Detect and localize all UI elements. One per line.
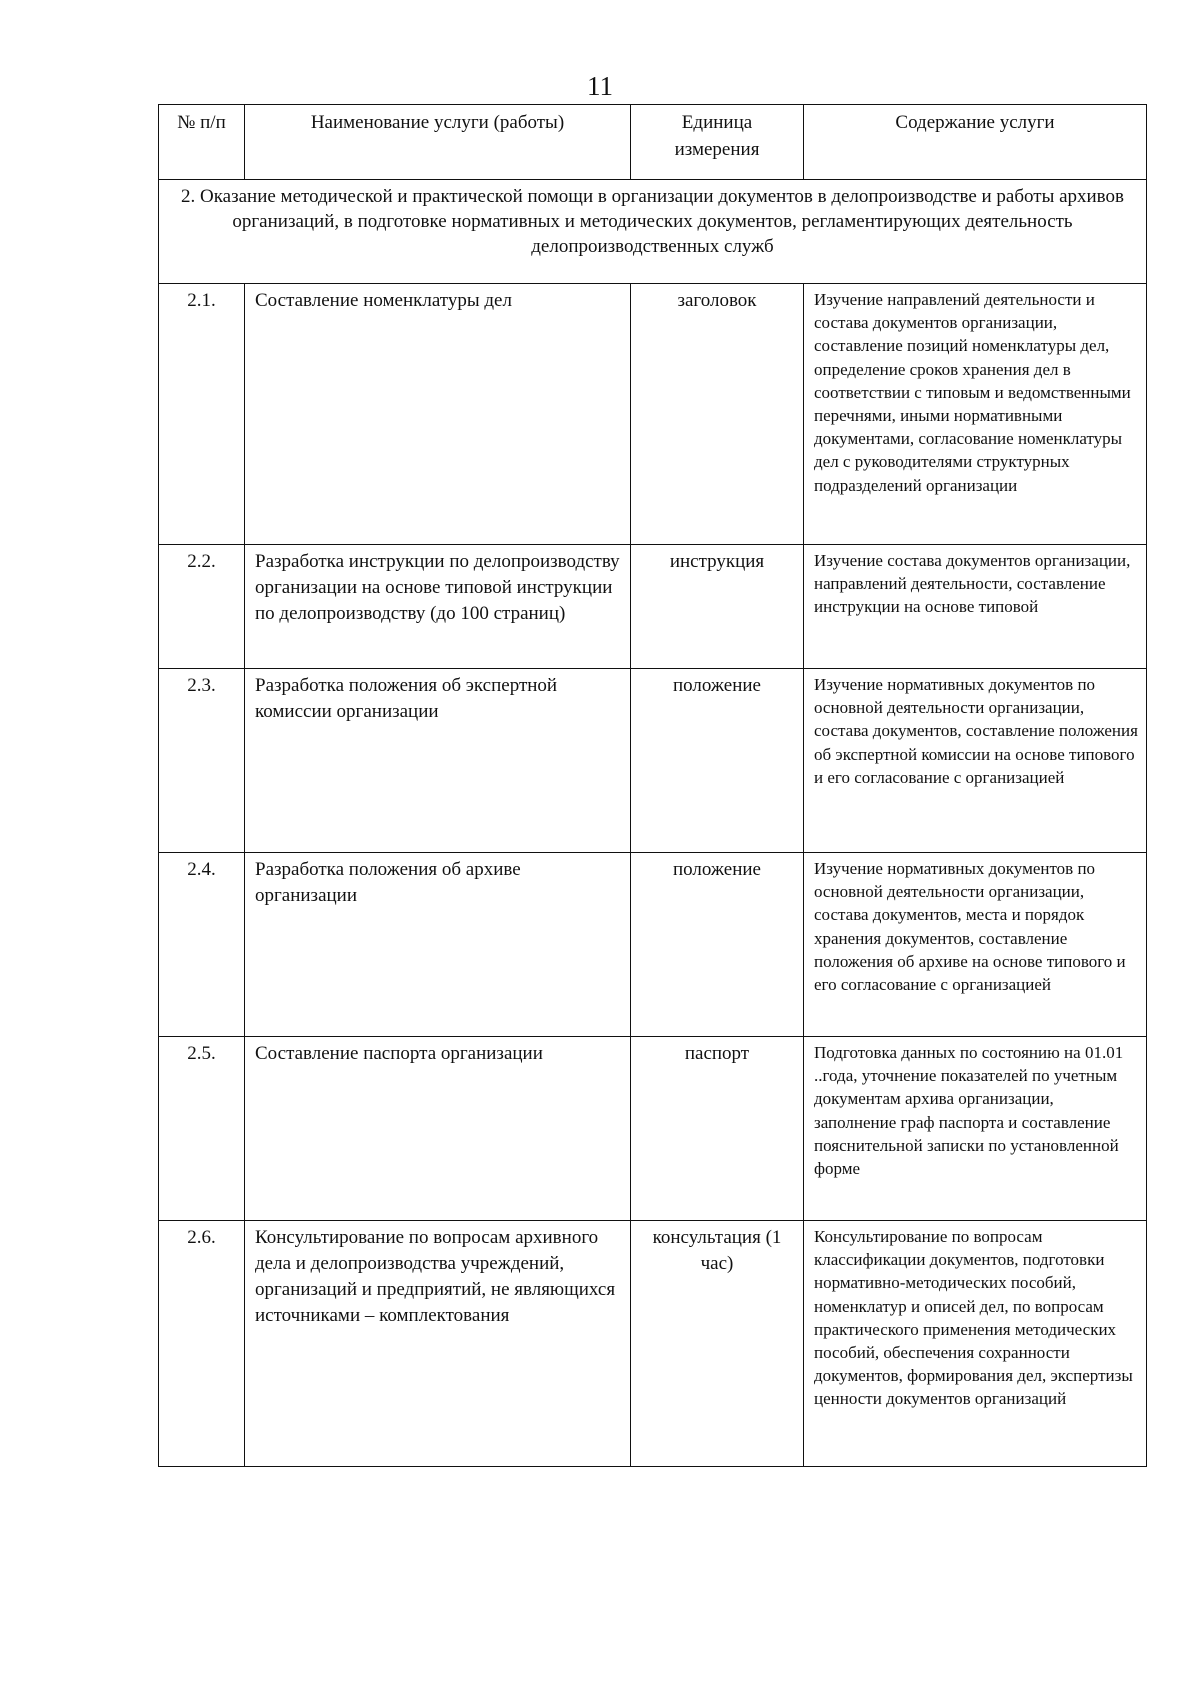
service-name: Составление номенклатуры дел bbox=[245, 284, 631, 545]
table-row bbox=[159, 284, 1147, 545]
row-number: 2.6. bbox=[159, 1221, 245, 1467]
service-name: Консультирование по вопросам архивного дела и делопроизводства учреждений, организаций и предприятий, не являющихся источниками – комплектования bbox=[245, 1221, 631, 1467]
service-content: Подготовка данных по состоянию на 01.01 ..года, уточнение показателей по учетным документам архива организации, заполнение граф паспорта и составление пояснительной записки по установленной форме bbox=[804, 1037, 1147, 1221]
table-header-row bbox=[159, 105, 1147, 180]
services-table bbox=[158, 104, 1147, 1467]
service-name: Разработка положения об экспертной комиссии организации bbox=[245, 669, 631, 853]
service-name: Составление паспорта организации bbox=[245, 1037, 631, 1221]
table-row bbox=[159, 853, 1147, 1037]
service-content: Изучение состава документов организации, направлений деятельности, составление инструкции на основе типовой bbox=[804, 545, 1147, 669]
header-content: Содержание услуги bbox=[804, 105, 1147, 180]
row-number: 2.3. bbox=[159, 669, 245, 853]
service-name: Разработка инструкции по делопроизводству организации на основе типовой инструкции по делопроизводству (до 100 страниц) bbox=[245, 545, 631, 669]
header-number: № п/п bbox=[159, 105, 245, 180]
table-row bbox=[159, 669, 1147, 853]
service-content: Изучение нормативных документов по основной деятельности организации, состава документов, места и порядок хранения документов, составление положения об архиве на основе типового и его согласование с организацией bbox=[804, 853, 1147, 1037]
service-content: Изучение нормативных документов по основной деятельности организации, состава документов, составление положения об экспертной комиссии на основе типового и его согласование с организацией bbox=[804, 669, 1147, 853]
page-number: 11 bbox=[587, 71, 613, 101]
service-unit: положение bbox=[631, 669, 804, 853]
service-name: Разработка положения об архиве организации bbox=[245, 853, 631, 1037]
table-row bbox=[159, 1221, 1147, 1467]
service-content: Изучение направлений деятельности и состава документов организации, составление позиций номенклатуры дел, определение сроков хранения дел в соответствии с типовым и ведомственными перечнями, иными нормативными документами, согласование номенклатуры дел с руководителями структурных подразделений организации bbox=[804, 284, 1147, 545]
section-row bbox=[159, 180, 1147, 284]
row-number: 2.2. bbox=[159, 545, 245, 669]
service-unit: паспорт bbox=[631, 1037, 804, 1221]
row-number: 2.5. bbox=[159, 1037, 245, 1221]
header-unit: Единица измерения bbox=[631, 105, 804, 180]
row-number: 2.1. bbox=[159, 284, 245, 545]
table-row bbox=[159, 1037, 1147, 1221]
row-number: 2.4. bbox=[159, 853, 245, 1037]
service-content: Консультирование по вопросам классификации документов, подготовки нормативно-методических пособий, номенклатур и описей дел, по вопросам практического применения методических пособий, обеспечения сохранности документов, формирования дел, экспертизы ценности документов организаций bbox=[804, 1221, 1147, 1467]
service-unit: заголовок bbox=[631, 284, 804, 545]
service-unit: положение bbox=[631, 853, 804, 1037]
header-service-name: Наименование услуги (работы) bbox=[245, 105, 631, 180]
service-unit: инструкция bbox=[631, 545, 804, 669]
table-row bbox=[159, 545, 1147, 669]
service-unit: консультация (1 час) bbox=[631, 1221, 804, 1467]
section-title: 2. Оказание методической и практической помощи в организации документов в делопроизводстве и работы архивов организаций, в подготовке нормативных и методических документов, регламентирующих деятельность делопроизводственных служб bbox=[159, 180, 1147, 284]
